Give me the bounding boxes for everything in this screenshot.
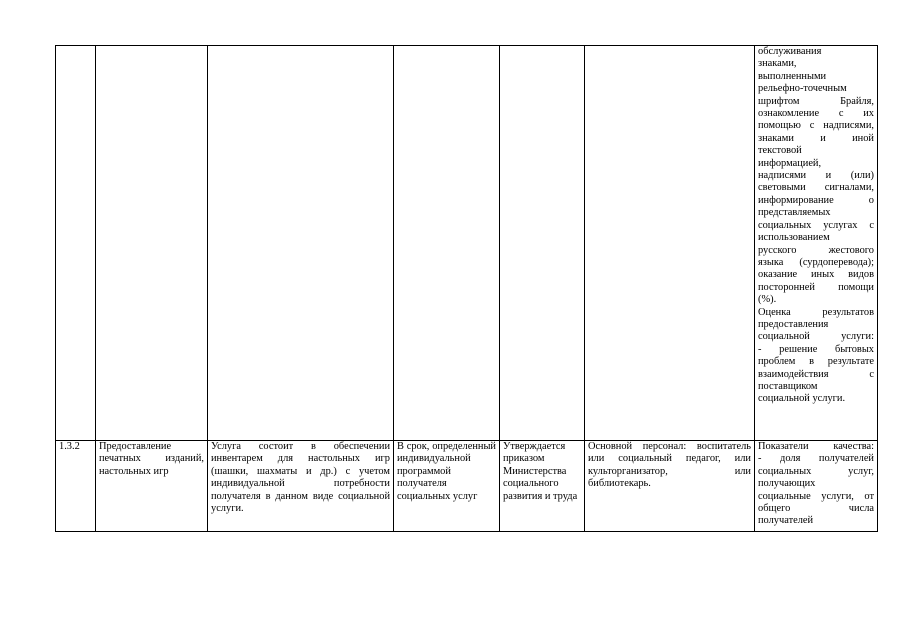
text-line: Оценка результатов (758, 306, 874, 318)
cell-service-name: Предоставление печатных изданий, настольных игр (96, 441, 208, 532)
text-line: световыми сигналами, (758, 182, 874, 194)
text-line: предоставления (758, 318, 829, 330)
table-row (56, 46, 878, 441)
text-line: шрифтом Брайля, (758, 95, 874, 107)
text-line: знаками и иной (758, 132, 874, 144)
text-line: языка (сурдоперевода); (758, 256, 874, 268)
text-line: поставщиком (758, 380, 818, 392)
text-line: обслуживания (758, 46, 822, 57)
cell-staff: Основной персонал: воспитатель или социальный педагог, или культорганизатор, или библиотекарь. (585, 441, 755, 532)
text-line: информацией, (758, 157, 822, 169)
cell-quality (755, 441, 878, 532)
text-line: социальных услугах с (758, 219, 874, 231)
cell-tariff: Утверждается приказом Министерства социального развития и труда (500, 441, 585, 532)
cell-quality (755, 46, 878, 441)
text-line: - доля получателей (758, 453, 874, 465)
text-line: проблем в результате (758, 356, 874, 368)
text-line: представляемых (758, 207, 831, 219)
text-line: (%). (758, 294, 777, 306)
cell-description: Услуга состоит в обеспечении инвентарем для настольных игр (шашки, шахматы и др.) с учетом индивидуальной потребности получателя в данном виде социальной услуги. (208, 441, 394, 532)
text-line: - решение бытовых (758, 343, 874, 355)
text-line: знаками, (758, 58, 797, 70)
text-line: взаимодействия с (758, 368, 874, 380)
text-line: надписями и (или) (758, 170, 874, 182)
cell-tariff (500, 46, 585, 441)
text-line: информирование о (758, 194, 874, 206)
text-line: социальные услуги, от (758, 490, 874, 502)
text-line: социальной услуги. (758, 393, 846, 405)
text-line: получателей (758, 515, 814, 527)
cell-term (394, 46, 500, 441)
text-line: рельефно-точечным (758, 83, 847, 95)
text-line: общего числа (758, 503, 874, 515)
text-line: оказание иных видов (758, 269, 874, 281)
text-line: ознакомление с их (758, 108, 874, 120)
cell-staff (585, 46, 755, 441)
text-line: помощью с надписями, (758, 120, 874, 132)
text-line: Показатели качества: (758, 441, 874, 452)
cell-number: 1.3.2 (56, 441, 96, 532)
text-line: получающих (758, 478, 816, 490)
cell-description (208, 46, 394, 441)
quality-text (758, 441, 874, 528)
services-table (55, 45, 878, 532)
cell-service-name (96, 46, 208, 441)
text-line: выполненными (758, 70, 827, 82)
text-line: использованием (758, 232, 830, 244)
cell-number (56, 46, 96, 441)
text-line: русского жестового (758, 244, 874, 256)
text-line: социальных услуг, (758, 465, 874, 477)
cell-term: В срок, определенный индивидуальной программой получателя социальных услуг (394, 441, 500, 532)
quality-text (758, 46, 874, 406)
text-line: социальной услуги: (758, 331, 874, 343)
text-line: текстовой (758, 145, 802, 157)
table-row (56, 441, 878, 532)
text-line: посторонней помощи (758, 281, 874, 293)
